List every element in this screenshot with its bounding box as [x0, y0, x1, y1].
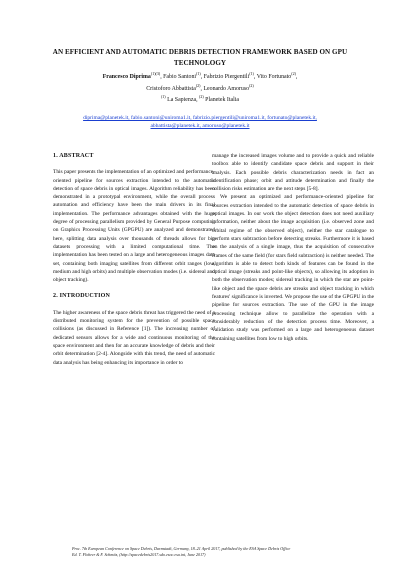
author-name: Cristoforo Abbattista — [146, 85, 196, 92]
body-paragraph: We present an optimized and performance-oriented pipeline for sources extraction intended to the automatic detection of space debris in optical images. In our work the object detection does not need auxiliary information, neither about the image acquisition (i.e. observed zone and orbital regime of the observed object), neither the star catalogue to perform stars subtraction before detecting streaks. Furthermore it is based on the analysis of a single image, thus the acquisition of consecutive frames of the same field (for stars field subtraction) is neither needed. The algorithm is able to detect both kinds of features can be found in the optical image (streaks and point-like objects), so allowing its adoption in both the observation modes; sidereal tracking in which the star are point-like object and the space debris are streaks and object tracking in which features' significance is inverted. We propose the use of the GPGPU in the pipeline for sources extraction. The use of the GPU in the image processing technique allow to parallelize the operation with a considerably reduction of the detection process time. Moreover, a validation study was performed on a large and heterogeneous dataset containing satellites from low to high orbits. — [212, 194, 374, 342]
author-name: Leonardo Amoruso — [203, 85, 250, 92]
affiliation-mark: (2) — [199, 94, 204, 100]
affiliation-name: La Sapienza — [167, 97, 197, 104]
footer-editors-line: Ed. T. Flohrer & F. Schmitz, (http://spacedebris2017.sdo.esoc.esa.int, June 2017) — [72, 552, 206, 557]
author-affiliation-mark: (2) — [249, 82, 254, 88]
email-line-1[interactable]: diprima@planetek.it, fabio.santoni@uniroma1.it, fabrizio.piergentili@uniroma1.it, fortunato@planetek.it, — [83, 115, 317, 121]
body-paragraph: manage the increased images volume and to provide a quick and reliable toolbox able to identify candidate space debris and support in their analysis. Each possible debris characterization needs in fact an identification phase; orbit and attitude determination and finally the collision risks estimation are the next steps [5-8]. — [212, 153, 374, 193]
author-line-1: Francesco Diprima$^{(1)(3)}$, Fabio Santoni$^{(1)}$, Fabrizio Piergentili$^{(1)}$, Vito Fortunato$^{(2)}$, — [102, 71, 298, 80]
author-name: Fabio Santoni — [163, 73, 197, 80]
introduction-paragraph: The higher awareness of the space debris threat has triggered the need of a distributed monitoring system for the prevention of possible space collisions (as discussed in Reference [1]). The increasing number of dedicated sensors allows for a wide and continuous monitoring of the space environment and then for an accurate knowledge of debris and their orbit determination [2-4]. Alongside with this trend, the need of automatic data analysis has being enhancing its importance in order to — [53, 309, 215, 366]
author-affiliation-mark: (2) — [195, 82, 201, 88]
author-affiliation-mark: (1) — [196, 71, 201, 76]
abstract-paragraph: This paper presents the implementation of an optimized and performance-oriented pipeline for sources extraction intended to the automatic detection of space debris in optical images. Algorithm reliability has been demonstrated in a prototypal environment, while the overall process automation and efficiency have been the main drivers in its final implementation. The performance advantages obtained with the huge degree of processing parallelism provided by General Purpose computing on Graphics Processing Units (GPGPU) are analyzed and demonstrated here, splitting data analysis over thousands of threads allows for big datasets processing with a limited computational time. The implementation has been tested on a large and heterogeneous images data set, containing both imaging satellites from different orbit ranges (low, medium and high orbits) and multiple observation modes (i.e. sidereal and object tracking). — [53, 169, 215, 284]
author-emails[interactable] — [70, 114, 330, 131]
affiliations-line: $^{(1)}$ La Sapienza, $^{(2)}$ Planetek Italia — [160, 94, 240, 104]
introduction-heading: 2. INTRODUCTION — [53, 293, 111, 300]
right-column — [212, 152, 374, 343]
paper-title: AN EFFICIENT AND AUTOMATIC DEBRIS DETECTION FRAMEWORK BASED ON GPU TECHNOLOGY — [52, 48, 348, 67]
author-affiliation-mark: (1)(3) — [150, 71, 161, 76]
author-affiliation-mark: (1) — [249, 71, 254, 76]
author-line-2: Cristoforo Abbattista$^{(2)}$, Leonardo Amoruso$^{(2)}$ — [146, 82, 254, 92]
affiliation-mark: (1) — [160, 94, 166, 100]
author-affiliation-mark: (2) — [291, 71, 296, 76]
author-block — [20, 70, 380, 105]
author-name: Fabrizio Piergentili — [203, 73, 250, 80]
email-line-2[interactable]: abbattista@planetek.it, amoruso@planetek.it — [150, 123, 250, 130]
left-column — [53, 152, 215, 367]
author-name: Francesco Diprima — [102, 73, 151, 80]
footer-proceedings-line: Proc. 7th European Conference on Space Debris, Darmstadt, Germany, 18–21 April 2017, published by the ESA Space Debris Office — [72, 546, 291, 551]
page-footer — [72, 546, 342, 558]
abstract-heading: 1. ABSTRACT — [53, 153, 94, 159]
author-name: Vito Fortunato — [256, 73, 292, 80]
affiliation-name: Planetek Italia — [205, 97, 240, 104]
